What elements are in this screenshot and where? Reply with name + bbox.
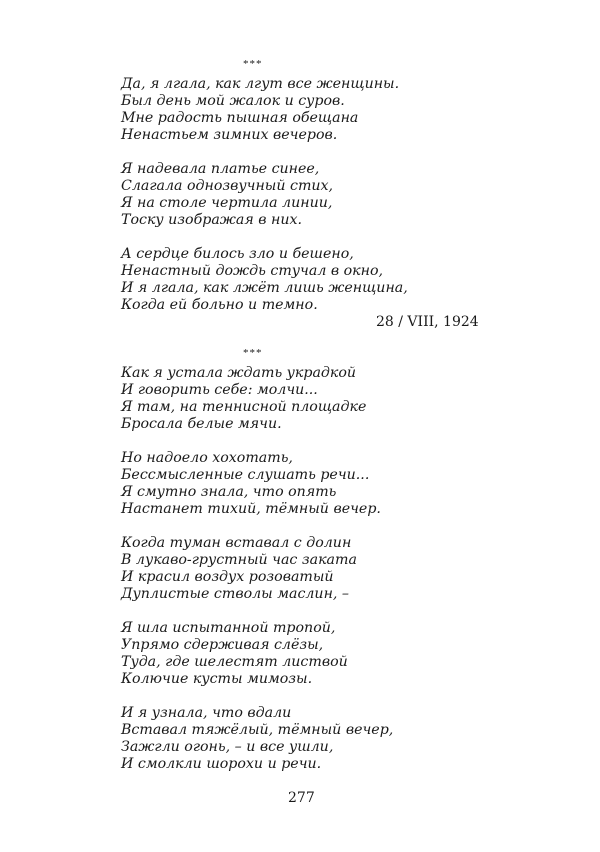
poem1-line: Слагала однозвучный стих, — [121, 178, 334, 194]
poem1-line: Да, я лгала, как лгут все женщины. — [121, 76, 400, 92]
poem2-line: Я там, на теннисной площадке — [121, 399, 367, 415]
poem2-line: Дуплистые стволы маслин, – — [121, 586, 350, 602]
poem2-separator: *** — [243, 347, 263, 359]
poem1-line: Я на столе чертила линии, — [121, 195, 333, 211]
poem2-line: Настанет тихий, тёмный вечер. — [121, 501, 381, 517]
poem2-line: Туда, где шелестят листвой — [121, 654, 348, 670]
poem2-line: Бессмысленные слушать речи... — [121, 467, 370, 483]
poem1-line: Был день мой жалок и суров. — [121, 93, 345, 109]
poem2-line: Как я устала ждать украдкой — [121, 365, 357, 381]
poem2-line: Когда туман вставал с долин — [121, 535, 352, 551]
poem1-date: 28 / VIII, 1924 — [376, 314, 479, 330]
poem2-line: Зажгли огонь, – и все ушли, — [121, 739, 334, 755]
poem1-line: А сердце билось зло и бешено, — [121, 246, 354, 262]
poem2-line: И красил воздух розоватый — [121, 569, 334, 585]
poem1-line: Я надевала платье синее, — [121, 161, 320, 177]
poem2-line: Вставал тяжёлый, тёмный вечер, — [121, 722, 394, 738]
poem2-line: В лукаво-грустный час заката — [121, 552, 357, 568]
poem2-line: Упрямо сдерживая слёзы, — [121, 637, 324, 653]
poem2-line: И смолкли шорохи и речи. — [121, 756, 322, 772]
poem1-line: Ненастьем зимних вечеров. — [121, 127, 338, 143]
poem2-line: Я смутно знала, что опять — [121, 484, 337, 500]
poem1-line: Мне радость пышная обещана — [121, 110, 359, 126]
poem2-line: Колючие кусты мимозы. — [121, 671, 313, 687]
poem1-line: И я лгала, как лжёт лишь женщина, — [121, 280, 408, 296]
poem1-line: Ненастный дождь стучал в окно, — [121, 263, 384, 279]
poem1-separator: *** — [243, 58, 263, 70]
poem1-line: Когда ей больно и темно. — [121, 297, 318, 313]
poem2-line: И я узнала, что вдали — [121, 705, 292, 721]
poem2-line: Но надоело хохотать, — [121, 450, 293, 466]
page-number: 277 — [288, 790, 315, 806]
poem2-line: И говорить себе: молчи... — [121, 382, 318, 398]
poem2-line: Я шла испытанной тропой, — [121, 620, 336, 636]
poem1-line: Тоску изображая в них. — [121, 212, 303, 228]
poem2-line: Бросала белые мячи. — [121, 416, 282, 432]
